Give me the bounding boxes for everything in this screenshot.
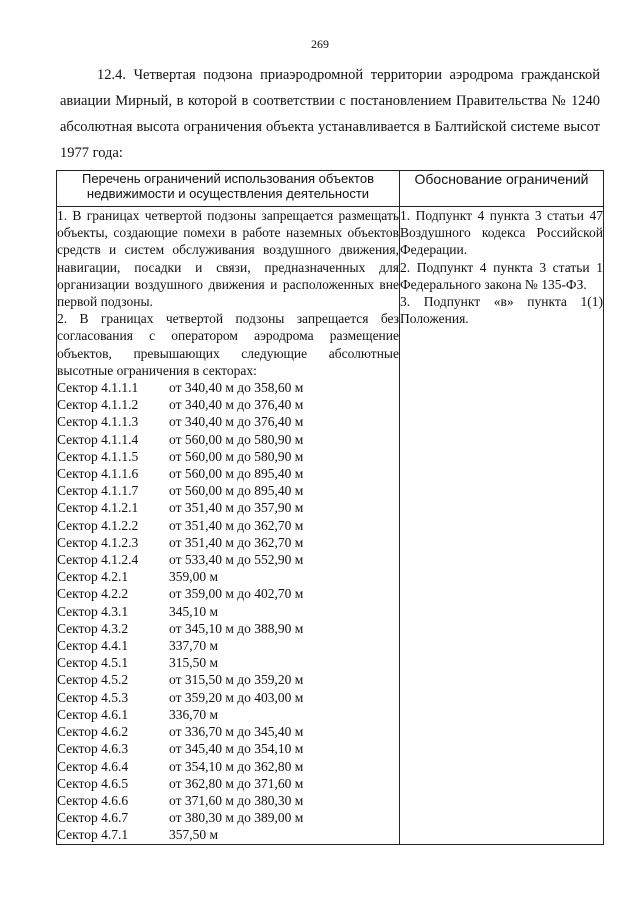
sector-name: Сектор 4.2.2 — [57, 586, 129, 602]
basis-cell — [400, 207, 604, 845]
sector-name: Сектор 4.1.2.2 — [57, 517, 139, 533]
sector-range: от 351,40 м до 362,70 м — [169, 517, 304, 533]
sector-row — [57, 551, 399, 568]
sector-range: 357,50 м — [169, 827, 219, 843]
table-header-row — [57, 171, 604, 207]
sector-row — [57, 534, 399, 551]
sector-range: от 354,10 м до 362,80 м — [169, 758, 304, 774]
sector-range: 337,70 м — [169, 638, 219, 654]
sector-range: 315,50 м — [169, 655, 219, 671]
sector-range: 336,70 м — [169, 706, 219, 722]
sector-range: от 351,40 м до 362,70 м — [169, 534, 304, 550]
sector-name: Сектор 4.3.1 — [57, 603, 129, 619]
sector-name: Сектор 4.7.1 — [57, 827, 129, 843]
sector-row — [57, 706, 399, 723]
restrictions-cell — [57, 207, 400, 845]
sector-range: от 345,40 м до 354,10 м — [169, 741, 304, 757]
sector-row — [57, 723, 399, 740]
sector-range: от 560,00 м до 580,90 м — [169, 431, 304, 447]
sector-name: Сектор 4.6.2 — [57, 724, 129, 740]
sector-row — [57, 603, 399, 620]
sector-range: от 340,40 м до 376,40 м — [169, 397, 304, 413]
sector-name: Сектор 4.1.2.1 — [57, 500, 139, 516]
sector-name: Сектор 4.6.4 — [57, 758, 129, 774]
sector-range: от 560,00 м до 580,90 м — [169, 448, 304, 464]
sector-row — [57, 758, 399, 775]
sector-name: Сектор 4.5.2 — [57, 672, 129, 688]
sector-name: Сектор 4.1.1.3 — [57, 414, 139, 430]
restriction-1: 1. В границах четвертой подзоны запрещается размещать объекты, создающие помехи в работе наземных объектов средств и систем обслуживания воздушного движения, навигации, посадки и связи, предназначенных для организации воздушного движения и расположенных вне первой подзоны. — [57, 208, 399, 310]
sector-list — [57, 379, 399, 843]
sector-range: от 560,00 м до 895,40 м — [169, 466, 304, 482]
sector-row — [57, 465, 399, 482]
sector-row — [57, 637, 399, 654]
sector-row — [57, 654, 399, 671]
sector-name: Сектор 4.5.1 — [57, 655, 129, 671]
sector-name: Сектор 4.6.6 — [57, 792, 129, 808]
sector-row — [57, 431, 399, 448]
sector-row — [57, 671, 399, 688]
sector-range: от 380,30 м до 389,00 м — [169, 810, 304, 826]
sector-name: Сектор 4.1.1.1 — [57, 380, 139, 396]
sector-range: от 336,70 м до 345,40 м — [169, 724, 304, 740]
sector-row — [57, 689, 399, 706]
sector-range: от 340,40 м до 358,60 м — [169, 380, 304, 396]
sector-name: Сектор 4.1.2.4 — [57, 552, 139, 568]
sector-name: Сектор 4.1.2.3 — [57, 534, 139, 550]
sector-name: Сектор 4.6.5 — [57, 775, 129, 791]
page-number: 269 — [311, 37, 329, 51]
intro-paragraph: 12.4. Четвертая подзона приаэродромной территории аэродрома гражданской авиации Мирный, в которой в соответствии с постановлением Правительства № 1240 абсолютная высота ограничения объекта устанавливается в Балтийской системе высот 1977 года: — [60, 67, 600, 161]
sector-row — [57, 740, 399, 757]
sector-row — [57, 396, 399, 413]
sector-name: Сектор 4.1.1.2 — [57, 397, 139, 413]
sector-range: от 340,40 м до 376,40 м — [169, 414, 304, 430]
sector-row — [57, 809, 399, 826]
sector-row — [57, 517, 399, 534]
sector-range: от 315,50 м до 359,20 м — [169, 672, 304, 688]
sector-name: Сектор 4.6.1 — [57, 706, 129, 722]
restriction-2: 2. В границах четвертой подзоны запрещается без согласования с оператором аэродрома размещение объектов, превышающих следующие абсолютные высотные ограничения в секторах: — [57, 311, 399, 378]
sector-range: от 371,60 м до 380,30 м — [169, 792, 304, 808]
sector-row — [57, 826, 399, 843]
header-restrictions: Перечень ограничений использования объектов недвижимости и осуществления деятельности — [57, 171, 400, 207]
basis-3: 3. Подпункт «в» пункта 1(1) Положения. — [400, 294, 603, 327]
sector-row — [57, 792, 399, 809]
sector-name: Сектор 4.3.2 — [57, 620, 129, 636]
sector-row — [57, 568, 399, 585]
sector-name: Сектор 4.4.1 — [57, 638, 129, 654]
sector-row — [57, 775, 399, 792]
sector-name: Сектор 4.1.1.6 — [57, 466, 139, 482]
sector-range: от 560,00 м до 895,40 м — [169, 483, 304, 499]
sector-name: Сектор 4.1.1.4 — [57, 431, 139, 447]
sector-row — [57, 413, 399, 430]
sector-range: от 362,80 м до 371,60 м — [169, 775, 304, 791]
sector-row — [57, 499, 399, 516]
sector-name: Сектор 4.1.1.5 — [57, 448, 139, 464]
basis-2: 2. Подпункт 4 пункта 3 статьи 1 Федерального закона № 135-ФЗ. — [400, 259, 603, 292]
restrictions-table — [56, 170, 604, 845]
basis-1: 1. Подпункт 4 пункта 3 статьи 47 Воздушного кодекса Российской Федерации. — [400, 208, 603, 258]
table-row — [57, 207, 604, 845]
sector-range: от 359,00 м до 402,70 м — [169, 586, 304, 602]
header-basis: Обоснование ограничений — [400, 171, 604, 207]
sector-row — [57, 448, 399, 465]
sector-name: Сектор 4.1.1.7 — [57, 483, 139, 499]
sector-row — [57, 379, 399, 396]
sector-name: Сектор 4.6.3 — [57, 741, 129, 757]
sector-range: 345,10 м — [169, 603, 219, 619]
sector-name: Сектор 4.6.7 — [57, 810, 129, 826]
sector-range: от 345,10 м до 388,90 м — [169, 620, 304, 636]
sector-row — [57, 585, 399, 602]
sector-row — [57, 620, 399, 637]
sector-name: Сектор 4.2.1 — [57, 569, 129, 585]
sector-range: от 351,40 м до 357,90 м — [169, 500, 304, 516]
sector-range: от 533,40 м до 552,90 м — [169, 552, 304, 568]
sector-name: Сектор 4.5.3 — [57, 689, 129, 705]
sector-range: от 359,20 м до 403,00 м — [169, 689, 304, 705]
sector-range: 359,00 м — [169, 569, 219, 585]
sector-row — [57, 482, 399, 499]
